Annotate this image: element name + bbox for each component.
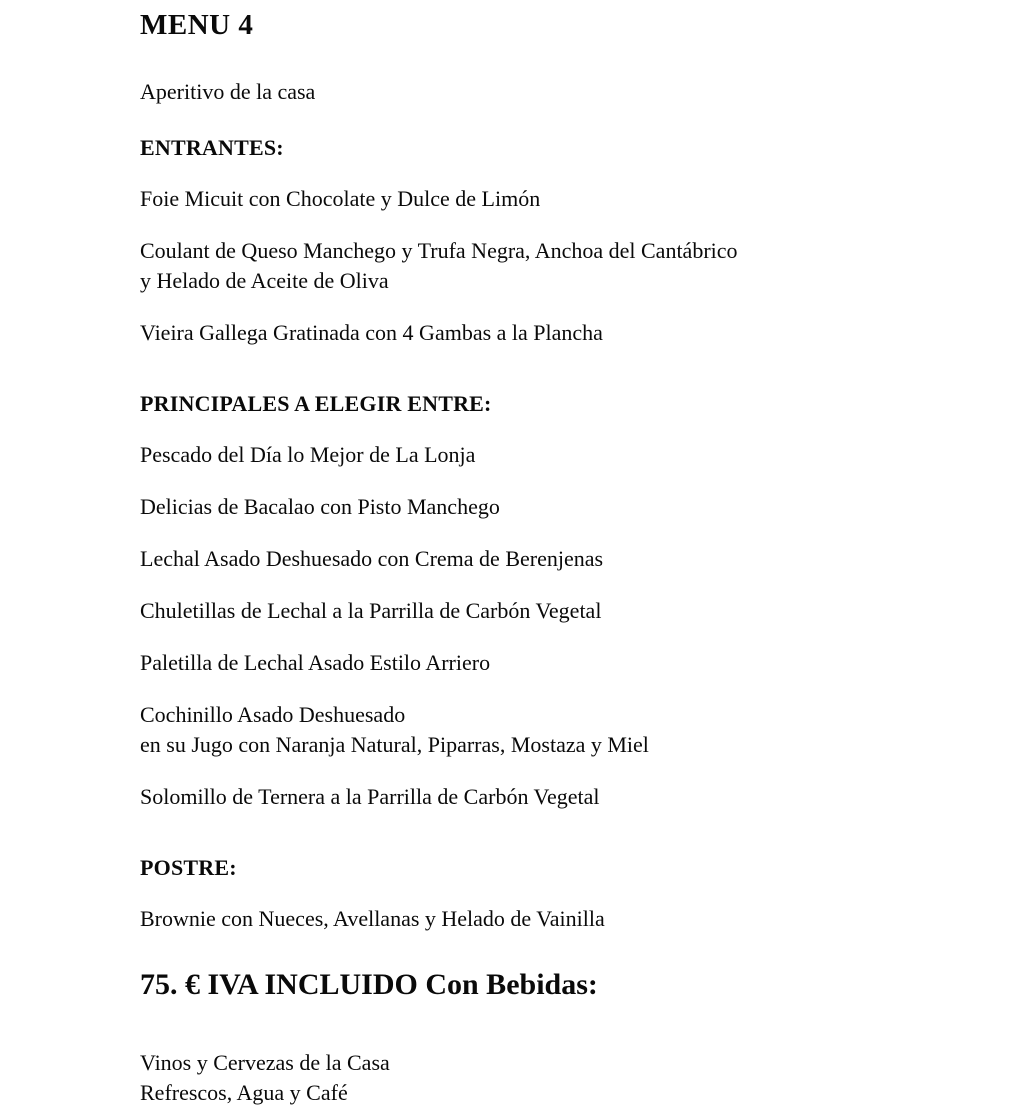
- section-heading-postre: POSTRE:: [140, 855, 237, 880]
- menu-item-line: Cochinillo Asado Deshuesado: [140, 702, 406, 727]
- menu-item-line: Foie Micuit con Chocolate y Dulce de Limón: [140, 186, 541, 211]
- menu-item-line: y Helado de Aceite de Oliva: [140, 268, 389, 293]
- section-heading-principales: PRINCIPALES A ELEGIR ENTRE:: [140, 391, 492, 416]
- menu-item-line: Brownie con Nueces, Avellanas y Helado de Vainilla: [140, 906, 605, 931]
- menu-item: [140, 236, 984, 296]
- menu-item: [140, 492, 984, 522]
- price-heading: 75. € IVA INCLUIDO Con Bebidas:: [140, 968, 598, 1001]
- menu-item-line: Lechal Asado Deshuesado con Crema de Berenjenas: [140, 546, 604, 571]
- menu-item: [140, 648, 984, 678]
- beverage-line: Refrescos, Agua y Café: [140, 1080, 348, 1105]
- menu-item: [140, 440, 984, 470]
- beverages-list: [140, 1048, 984, 1108]
- menu-title: MENU 4: [140, 9, 254, 41]
- beverage-line: Vinos y Cervezas de la Casa: [140, 1050, 390, 1075]
- menu-item-line: Solomillo de Ternera a la Parrilla de Carbón Vegetal: [140, 784, 600, 809]
- menu-item-line: Chuletillas de Lechal a la Parrilla de Carbón Vegetal: [140, 598, 602, 623]
- menu-item: [140, 904, 984, 934]
- section-principales: [140, 390, 984, 812]
- menu-intro: Aperitivo de la casa: [140, 79, 316, 104]
- menu-item: [140, 782, 984, 812]
- menu-item-line: Coulant de Queso Manchego y Trufa Negra, Anchoa del Cantábrico: [140, 238, 738, 263]
- menu-item-line: Delicias de Bacalao con Pisto Manchego: [140, 494, 500, 519]
- menu-item: [140, 184, 984, 214]
- menu-item-line: Paletilla de Lechal Asado Estilo Arriero: [140, 650, 491, 675]
- menu-item: [140, 700, 984, 760]
- menu-item: [140, 596, 984, 626]
- menu-item-line: Pescado del Día lo Mejor de La Lonja: [140, 442, 476, 467]
- section-heading-entrantes: ENTRANTES:: [140, 135, 284, 160]
- menu-item-line: en su Jugo con Naranja Natural, Piparras, Mostaza y Miel: [140, 732, 649, 757]
- section-postre: [140, 854, 984, 934]
- menu-item: [140, 318, 984, 348]
- menu-item-line: Vieira Gallega Gratinada con 4 Gambas a la Plancha: [140, 320, 603, 345]
- section-entrantes: [140, 134, 984, 348]
- menu-item: [140, 544, 984, 574]
